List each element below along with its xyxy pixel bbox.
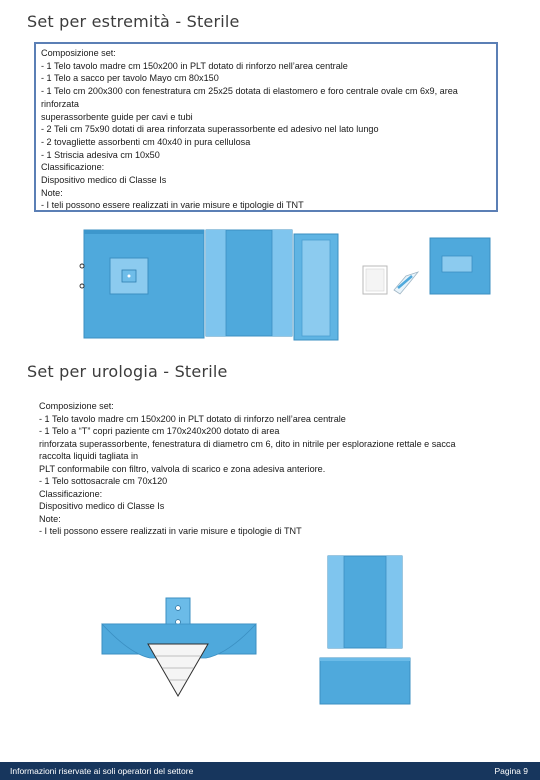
classification-label: Classificazione: bbox=[39, 488, 103, 499]
composition-box-estremita bbox=[34, 42, 498, 212]
drape-fenestrated-image bbox=[78, 228, 206, 342]
composition-line: raccolta liquidi tagliata in bbox=[39, 451, 139, 461]
drape-t-urology-image bbox=[100, 596, 258, 700]
section-title-urologia: Set per urologia - Sterile bbox=[27, 362, 228, 381]
composition-line: Composizione set: bbox=[39, 401, 114, 411]
composition-line: - 1 Telo a sacco per tavolo Mayo cm 80x150 bbox=[41, 73, 219, 84]
composition-line: Composizione set: bbox=[41, 48, 116, 58]
note-value: - I teli possono essere realizzati in varie misure e tipologie di TNT bbox=[41, 200, 304, 211]
classification-value: Dispositivo medico di Classe Is bbox=[41, 175, 167, 186]
composition-line: PLT conformabile con filtro, valvola di scarico e zona adesiva anteriore. bbox=[39, 463, 326, 474]
drape-table-image bbox=[326, 554, 406, 650]
footer-text: Informazioni riservate ai soli operatori del settore bbox=[10, 766, 194, 776]
composition-line: - 1 Striscia adesiva cm 10x50 bbox=[41, 149, 160, 160]
composition-line: rinforzata superassorbente, fenestratura di diametro cm 6, dito in nitrile per esplorazione rettale e sacca bbox=[39, 438, 456, 449]
composition-line: - 2 Teli cm 75x90 dotati di area rinforzata superassorbente ed adesivo nel lato lungo bbox=[41, 124, 379, 135]
composition-line: superassorbente guide per cavi e tubi bbox=[41, 111, 193, 122]
composition-line: - 2 tovagliette assorbenti cm 40x40 in pura cellulosa bbox=[41, 136, 251, 147]
note-label: Note: bbox=[39, 513, 61, 524]
note-label: Note: bbox=[41, 187, 63, 198]
drape-mayo-image bbox=[205, 228, 295, 340]
page-number: Pagina 9 bbox=[494, 766, 528, 776]
composition-line: - 1 Telo tavolo madre cm 150x200 in PLT dotato di rinforzo nell’area centrale bbox=[41, 60, 348, 71]
composition-line: - 1 Telo tavolo madre cm 150x200 in PLT dotato di rinforzo nell’area centrale bbox=[39, 413, 346, 424]
note-value: - I teli possono essere realizzati in varie misure e tipologie di TNT bbox=[39, 526, 302, 536]
composition-line: - 1 Telo a “T” copri paziente cm 170x240x200 dotato di area bbox=[39, 426, 280, 436]
composition-line: - 1 Telo cm 200x300 con fenestratura cm 25x25 dotata di elastomero e foro centrale ovale cm 6x9, area bbox=[41, 86, 458, 97]
drape-underbuttock-image bbox=[318, 656, 414, 708]
composition-line: - 1 Telo sottosacrale cm 70x120 bbox=[39, 476, 168, 486]
drape-narrow-image bbox=[292, 232, 342, 342]
section-title-estremita: Set per estremità - Sterile bbox=[27, 12, 240, 31]
adhesive-drape-image bbox=[428, 236, 492, 298]
composition-box-urologia bbox=[38, 397, 506, 543]
composition-line: rinforzata bbox=[41, 98, 79, 109]
towels-image bbox=[360, 262, 430, 302]
classification-label: Classificazione: bbox=[41, 162, 105, 173]
classification-value: Dispositivo medico di Classe Is bbox=[39, 501, 165, 511]
